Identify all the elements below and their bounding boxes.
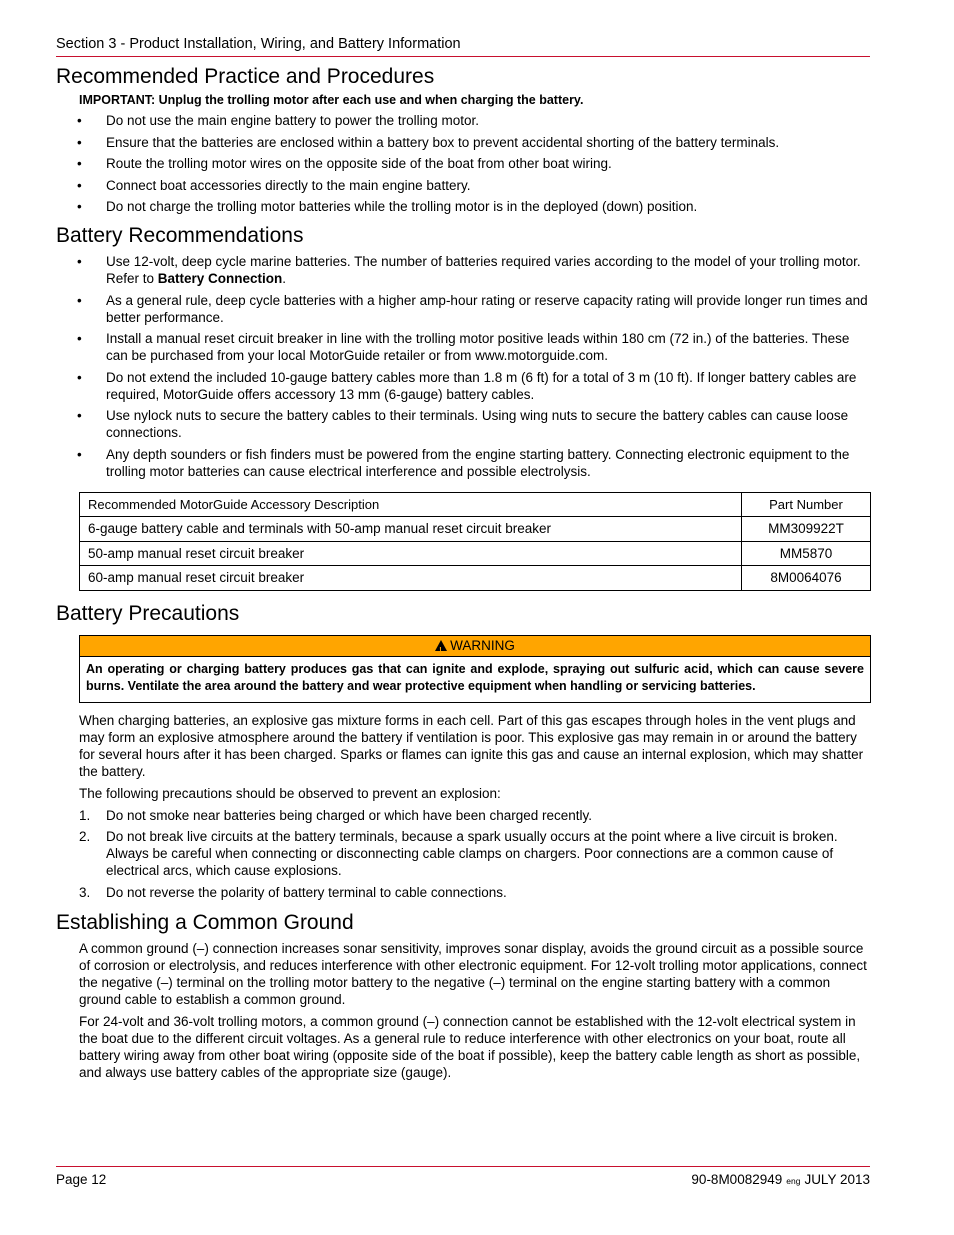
list-item: • Do not use the main engine battery to power the trolling motor.: [77, 113, 479, 128]
table-cell: 60‑amp manual reset circuit breaker: [80, 566, 742, 591]
table-row: [80, 541, 871, 566]
list-item: • Connect boat accessories directly to the main engine battery.: [77, 177, 471, 193]
list-item: • Use nylock nuts to secure the battery cables to their terminals. Using wing nuts to secure the battery cables can cause loose connections.: [77, 408, 849, 440]
table-row: [80, 566, 871, 591]
heading-common-ground: Establishing a Common Ground: [56, 910, 354, 934]
page-footer: [56, 1166, 870, 1187]
doc-info: 90-8M0082949 eng JULY 2013: [691, 1172, 870, 1187]
list-item: • Ensure that the batteries are enclosed within a battery box to prevent accidental shorting of the battery terminals.: [77, 134, 780, 150]
list-item: • Route the trolling motor wires on the opposite side of the boat from other boat wiring.: [77, 156, 612, 171]
table-cell: 8M0064076: [742, 566, 871, 591]
list-item: 3. Do not reverse the polarity of battery terminal to cable connections.: [79, 884, 507, 900]
table-cell: 6‑gauge battery cable and terminals with 50‑amp manual reset circuit breaker: [80, 517, 742, 542]
page-number: Page 12: [56, 1172, 107, 1187]
paragraph: For 24‑volt and 36‑volt trolling motors, a common ground (–) connection cannot be established with the 12‑volt electrical system in the boat due to the different circuit voltages. As a general rule to reduce interference with other electronics on your boat, route all battery wiring away from other boat wiring (opposite side of the boat if possible), keep the battery cable length as short as possible, and always use battery cables of the appropriate size (gauge).: [79, 1013, 861, 1080]
paragraph: A common ground (–) connection increases sonar sensitivity, improves sonar display, avoids the ground circuit as a possible source of corrosion or electrolysis, and reduces interference with other electronic equipment. For 12‑volt trolling motor applications, connect the negative (–) terminal on the trolling motor battery to the negative (–) terminal on the engine starting battery with a common ground cable to establish a common ground.: [79, 940, 867, 1007]
list-item: • Any depth sounders or fish finders must be powered from the engine starting battery. Connecting electronic equipment to the trolling motor batteries can cause electrical interference and possible electrolysis.: [77, 446, 850, 479]
heading-battery-precautions: Battery Precautions: [56, 601, 240, 625]
list-item: • Do not extend the included 10‑gauge battery cables more than 1.8 m (6 ft) for a total of 3 m (10 ft). If longer battery cables are required, MotorGuide offers accessory 13 mm (6‑gauge) battery cables.: [77, 369, 857, 402]
paragraph: The following precautions should be observed to prevent an explosion:: [79, 785, 501, 801]
list-item: 1. Do not smoke near batteries being charged or which have been charged recently.: [79, 807, 593, 823]
warning-box: [79, 635, 871, 703]
list-item: 2. Do not break live circuits at the battery terminals, because a spark usually occurs at the point where a live circuit is broken. Always be careful when connecting or disconnecting cable clamps on chargers. Poor connections are a common cause of electrical arcs, which cause explosions.: [79, 829, 838, 878]
cross-reference: Battery Connection: [157, 271, 283, 286]
column-header: Recommended MotorGuide Accessory Description: [80, 492, 742, 517]
warning-triangle-icon: [435, 640, 447, 651]
warning-header: !WARNING: [80, 636, 870, 657]
list-item: • Use 12‑volt, deep cycle marine batteries. The number of batteries required varies according to the model of your trolling motor. Refer to Battery Connection.: [77, 254, 861, 286]
section-header: Section 3 - Product Installation, Wiring, and Battery Information: [56, 36, 870, 57]
table-cell: MM309922T: [742, 517, 871, 542]
table-cell: MM5870: [742, 541, 871, 566]
table-header-row: [80, 492, 871, 517]
main-content: [56, 64, 870, 1086]
list-item: • Do not charge the trolling motor batteries while the trolling motor is in the deployed (down) position.: [77, 199, 698, 214]
table-row: [80, 517, 871, 542]
precautions-list: [56, 807, 870, 901]
column-header: Part Number: [742, 492, 871, 517]
list-item: • Install a manual reset circuit breaker in line with the trolling motor positive leads within 180 cm (72 in.) of the batteries. These can be purchased from your local MotorGuide retailer or from www.motorguide.com.: [77, 331, 850, 363]
warning-text: An operating or charging battery produces gas that can ignite and explode, spraying out sulfuric acid, which can cause severe burns. Ventilate the area around the battery and wear protective equipment when handling or servicing batteries.: [86, 661, 864, 693]
heading-practice: Recommended Practice and Procedures: [56, 65, 435, 88]
important-note: IMPORTANT: Unplug the trolling motor after each use and when charging the battery.: [79, 93, 584, 107]
accessory-table: [79, 492, 871, 591]
practice-list: [56, 112, 870, 215]
table-cell: 50‑amp manual reset circuit breaker: [80, 541, 742, 566]
paragraph: When charging batteries, an explosive gas mixture forms in each cell. Part of this gas escapes through holes in the vent plugs and may form an explosive atmosphere around the battery if ventilation is poor. This explosive gas may remain in or around the battery for several hours after it has been charged. Sparks or flames can ignite this gas and cause an internal explosion, which may shatter the battery.: [79, 712, 864, 779]
battery-rec-list: [56, 253, 870, 480]
list-item: • As a general rule, deep cycle batteries with a higher amp‑hour rating or reserve capacity rating will provide longer run times and better performance.: [77, 292, 868, 325]
heading-battery-recommendations: Battery Recommendations: [56, 224, 304, 247]
